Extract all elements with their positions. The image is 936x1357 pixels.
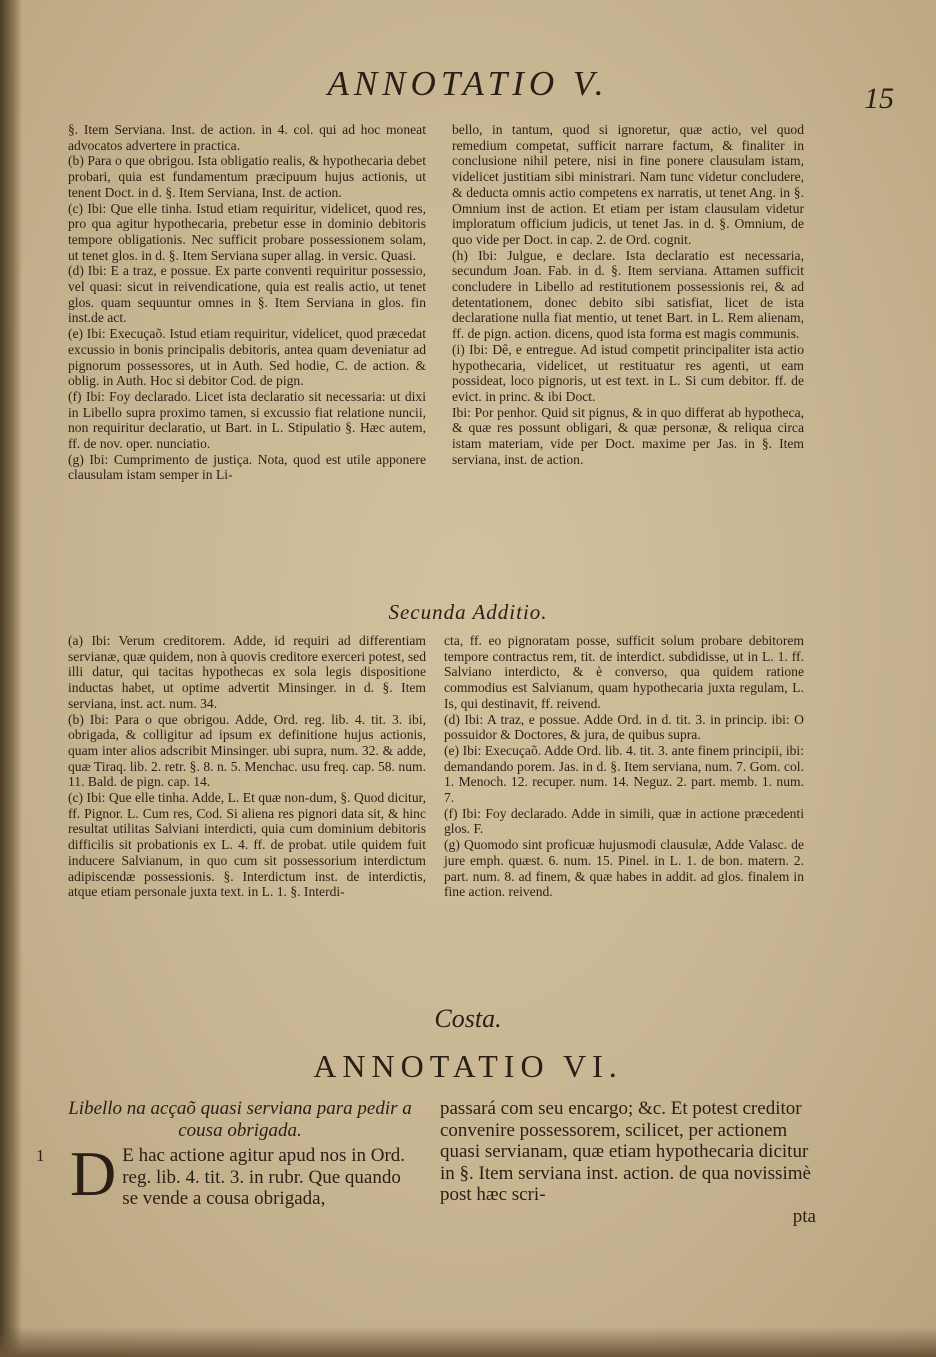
secunda-additio-heading: Secunda Additio. xyxy=(388,600,548,624)
page-bottom-shade xyxy=(0,1327,936,1357)
numbered-paragraph xyxy=(36,1138,420,1210)
additio-right-column xyxy=(444,633,804,900)
annotatio-vi-left-column xyxy=(36,1098,420,1210)
drop-cap: D xyxy=(70,1138,117,1210)
additio-paragraph: (f) Ibi: Foy declarado. Adde in simili, quæ in actione præcedenti glos. F. xyxy=(444,805,804,837)
page-number: 15 xyxy=(864,82,894,115)
page-gutter-shadow xyxy=(0,0,22,1357)
annotatio-vi-heading: ANNOTATIO VI. xyxy=(313,1048,623,1084)
annotation-paragraph: (f) Ibi: Foy declarado. Licet ista declaratio sit necessaria: ut dixi in Libello supra proximo tamen, si excussio fiat relatione nuncii, non requiritur declaratio, ut Bart. in L. Stipulatio §. Hæc autem, ff. de nov. oper. nunciatio. xyxy=(68,388,426,452)
annotation-paragraph: (g) Ibi: Cumprimento de justiça. Nota, quod est utile apponere clausulam istam semper in Li- xyxy=(68,451,426,483)
annotation-paragraph: (d) Ibi: E a traz, e possue. Ex parte conventi requiritur possessio, vel quasi: sicut in reivendicatione, quia est realis actio, ut tenet glos. quam sequuntur omnes in §. Item Serviana in glos. fin inst.de act. xyxy=(68,263,426,326)
annotation-paragraph: bello, in tantum, quod si ignoretur, quæ actio, vel quod remedium competat, sufficit narrare factum, & finaliter in conclusione nihil petere, nisi in fine ponere clausulam istam, videlicet justitiam sibi ministrari. Nam tunc videtur concludere, & deducta omnis actio competens ex narratis, ut tenet Ang. in §. Omnium inst de action. Et etiam per istam clausulam videtur imploratum officium judicis, ut tenet Jas. in d. §. Omnium, de quo vide per Doct. in cap. 2. de Ord. cognit. xyxy=(452,122,804,247)
annotations-left-column xyxy=(68,122,426,483)
additio-paragraph: cta, ff. eo pignoratam posse, sufficit solum probare debitorem tempore contractus rem, tit. de interdict. subdidisse, ut in L. 1. ff. Salviano interdicto, & è converso, qua quidem ratione commodius est Salvianum, quam hypothecaria juxta regulam, L. Is, qui destinavit, ff. reivend. xyxy=(444,633,804,711)
running-header: ANNOTATIO V. xyxy=(327,64,609,103)
catchword: pta xyxy=(792,1205,816,1227)
additio-paragraph: (a) Ibi: Verum creditorem. Adde, id requiri ad differentiam servianæ, quæ quidem, non à quovis creditore exerceri potest, sed illi datur, qui tacitas hypothecas ex sola legis dispositione inductas habet, ut optime advertit Minsinger. in d. §. Item serviana, inst. act. num. 34. xyxy=(68,633,426,711)
annotation-paragraph: Ibi: Por penhor. Quid sit pignus, & in quo differat ab hypotheca, & quæ res possunt obligari, & quæ personæ, & reliqua circa istam materiam, vide per Doct. maxime per Jas. in §. Item serviana, inst. de action. xyxy=(452,404,804,467)
additio-left-column xyxy=(68,633,426,900)
annotation-paragraph: (b) Para o que obrigou. Ista obligatio realis, & hypothecaria debet probari, quia est fundamentum præcipuum hujus actionis, ut tenent Doct. in d. §. Item Serviana, Inst. de action. xyxy=(68,153,426,200)
additio-paragraph: (d) Ibi: A traz, e possue. Adde Ord. in d. tit. 3. in princip. ibi: O possuidor & Doctores, & jura, de quibus supra. xyxy=(444,711,804,743)
annotatio-vi-right-column xyxy=(440,1098,816,1228)
additio-paragraph: (g) Quomodo sint proficuæ hujusmodi clausulæ, Adde Valasc. de jure emph. quæst. 6. num. 15. Pinel. in L. 1. de bon. matern. 2. part. num. 8. ad finem, & quæ habes in addit. ad glos. finalem in fine action. reivend. xyxy=(444,837,804,900)
paragraph-number: 1 xyxy=(36,1146,45,1166)
paragraph-text: E hac actione agitur apud nos in Ord. reg. lib. 4. tit. 3. in rubr. Que quando se vende a cousa obrigada, xyxy=(122,1145,406,1210)
paragraph-text: passará com seu encargo; &c. Et potest creditor convenire possessorem, scilicet, per actionem quasi servianam, quæ etiam hypothecaria dicitur in §. Item serviana inst. action. de qua novissimè post hæc scri- xyxy=(440,1098,811,1206)
additio-paragraph: (b) Ibi: Para o que obrigou. Adde, Ord. reg. lib. 4. tit. 3. ibi, obrigada, & colligitur ad ipsum ex definitione hujus actionis, quam inter alios adscribit Minsinger. ubi supra, num. 32. & adde, quæ Tiraq. lib. 2. retr. §. 8. n. 5. Menchac. usu freq. cap. 58. num. 11. Bald. de pign. cap. 14. xyxy=(68,711,426,790)
libello-title: Libello na acçaõ quasi serviana para pedir a cousa obrigada. xyxy=(68,1098,412,1141)
annotation-paragraph: (e) Ibi: Execuçaõ. Istud etiam requiritur, videlicet, quod præcedat excussio in bonis principalis debitoris, antea quam deveniatur ad pignorum possessores, ut in Auth. Sed hodie, C. de action. & oblig. in Auth. Hoc si debitor Cod. de pign. xyxy=(68,326,426,389)
annotations-right-column xyxy=(452,122,804,467)
annotation-paragraph: §. Item Serviana. Inst. de action. in 4. col. qui ad hoc moneat advocatos advertere in practica. xyxy=(68,122,426,153)
annotation-paragraph: (h) Ibi: Julgue, e declare. Ista declaratio est necessaria, secundum Joan. Fab. in d. §. Item serviana. Attamen sufficit concludere in Libello ad restitutionem possessionis rei, & ad detentationem, donec debito sibi satisfiat, licet de ista declaratione nulla fiat mentio, ut tenet Bart. in L. Rem alienam, ff. de pign. action. dicens, quod ista forma est magis communis. xyxy=(452,247,804,342)
annotation-paragraph: (i) Ibi: Dê, e entregue. Ad istud competit principaliter ista actio hypothecaria, videlicet, ut restituatur res agenti, ut eam possideat, loco pignoris, ut est text. in L. Si cum debitor. ff. de evict. in princ. & ibi Doct. xyxy=(452,341,804,404)
author-name: Costa. xyxy=(434,1004,502,1033)
annotation-paragraph: (c) Ibi: Que elle tinha. Istud etiam requiritur, videlicet, quod res, pro qua agitur hypothecaria, prebetur esse in dominio debitoris tempore obligationis. Nec sufficit probare possessionem solam, ut tenet glos. in d. §. Item Serviana super allag. in versic. Quasi. xyxy=(68,200,426,263)
additio-paragraph: (e) Ibi: Execuçaõ. Adde Ord. lib. 4. tit. 3. ante finem principii, ibi: demandando porem. Jas. in d. §. Item serviana, num. 7. Gom. col. 1. Menoch. 12. recuper. num. 14. Neguz. 2. part. memb. 1. num. 7. xyxy=(444,742,804,806)
additio-paragraph: (c) Ibi: Que elle tinha. Adde, L. Et quæ non-dum, §. Quod dicitur, ff. Pignor. L. Cum res, Cod. Si aliena res pignori data sit, & hinc resultat utilitas Salviani interdicti, quia cum dominium debitoris difficilis sit probationis ex L. 4. ff. de probat. utile quidem fuit inducere Salvianum, in quo cum sit possessorium interdictum adipiscendæ possessionis. §. Interdictum inst. de interdictis, atque etiam personale juxta text. in L. 1. §. Interdi- xyxy=(68,790,426,900)
